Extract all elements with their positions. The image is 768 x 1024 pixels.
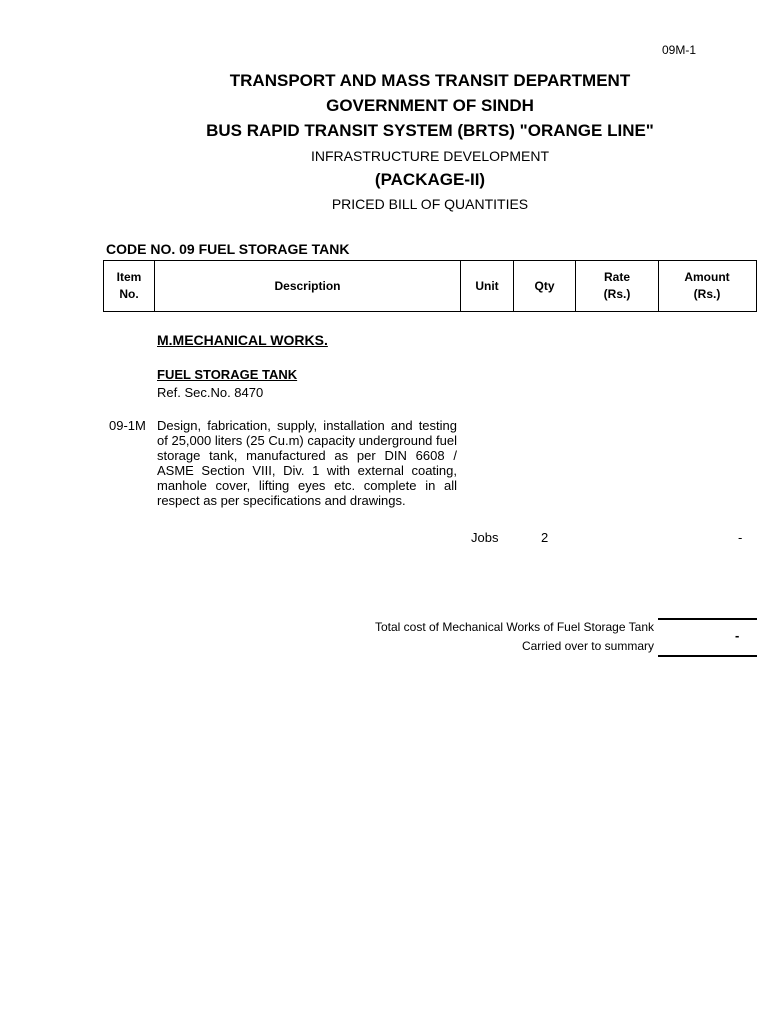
item-unit: Jobs [471,530,499,545]
total-cost-label: Total cost of Mechanical Works of Fuel Storage Tank [374,620,654,634]
column-item-no [104,261,155,311]
total-amount: - [735,628,740,643]
column-unit [461,261,514,311]
item-number: 09-1M [109,418,146,433]
column-description-label: Description [274,278,341,293]
boq-table-header [103,260,757,312]
column-description [155,261,461,311]
column-amount-label: Amount [684,270,730,284]
column-qty-label: Qty [534,278,555,293]
subsection-title: FUEL STORAGE TANK [157,367,298,382]
government-heading: GOVERNMENT OF SINDH [326,96,534,115]
column-qty [514,261,576,311]
item-description: Design, fabrication, supply, installation and testing of 25,000 liters (25 Cu.m) capacity underground fuel storage tank, manufactured as per DIN 6608 / ASME Section VIII, Div. 1 with external coating, manhole cover, lifting eyes etc. complete in all respect as per specifications and drawings. [157,418,457,508]
package-heading: (PACKAGE-II) [374,170,486,189]
total-bottom-rule [658,655,757,657]
project-heading: BUS RAPID TRANSIT SYSTEM (BRTS) "ORANGE LINE" [206,121,654,140]
department-heading: TRANSPORT AND MASS TRANSIT DEPARTMENT [229,71,631,90]
column-rate-unit: (Rs.) [603,287,631,301]
page-reference: 09M-1 [662,43,697,57]
total-top-rule [658,618,757,620]
column-no-label: No. [119,287,139,301]
document-title: PRICED BILL OF QUANTITIES [331,196,529,212]
section-title: M.MECHANICAL WORKS. [157,332,328,348]
infrastructure-heading: INFRASTRUCTURE DEVELOPMENT [310,148,550,164]
column-rate [576,261,659,311]
section-reference: Ref. Sec.No. 8470 [157,385,264,400]
column-amount-unit: (Rs.) [693,287,721,301]
column-unit-label: Unit [475,278,499,293]
column-item-label: Item [116,270,142,284]
carried-over-label: Carried over to summary [521,639,654,653]
code-title: CODE NO. 09 FUEL STORAGE TANK [106,241,350,257]
column-amount [659,261,755,311]
item-amount: - [738,530,743,545]
item-quantity: 2 [541,530,549,545]
column-rate-label: Rate [603,270,630,284]
